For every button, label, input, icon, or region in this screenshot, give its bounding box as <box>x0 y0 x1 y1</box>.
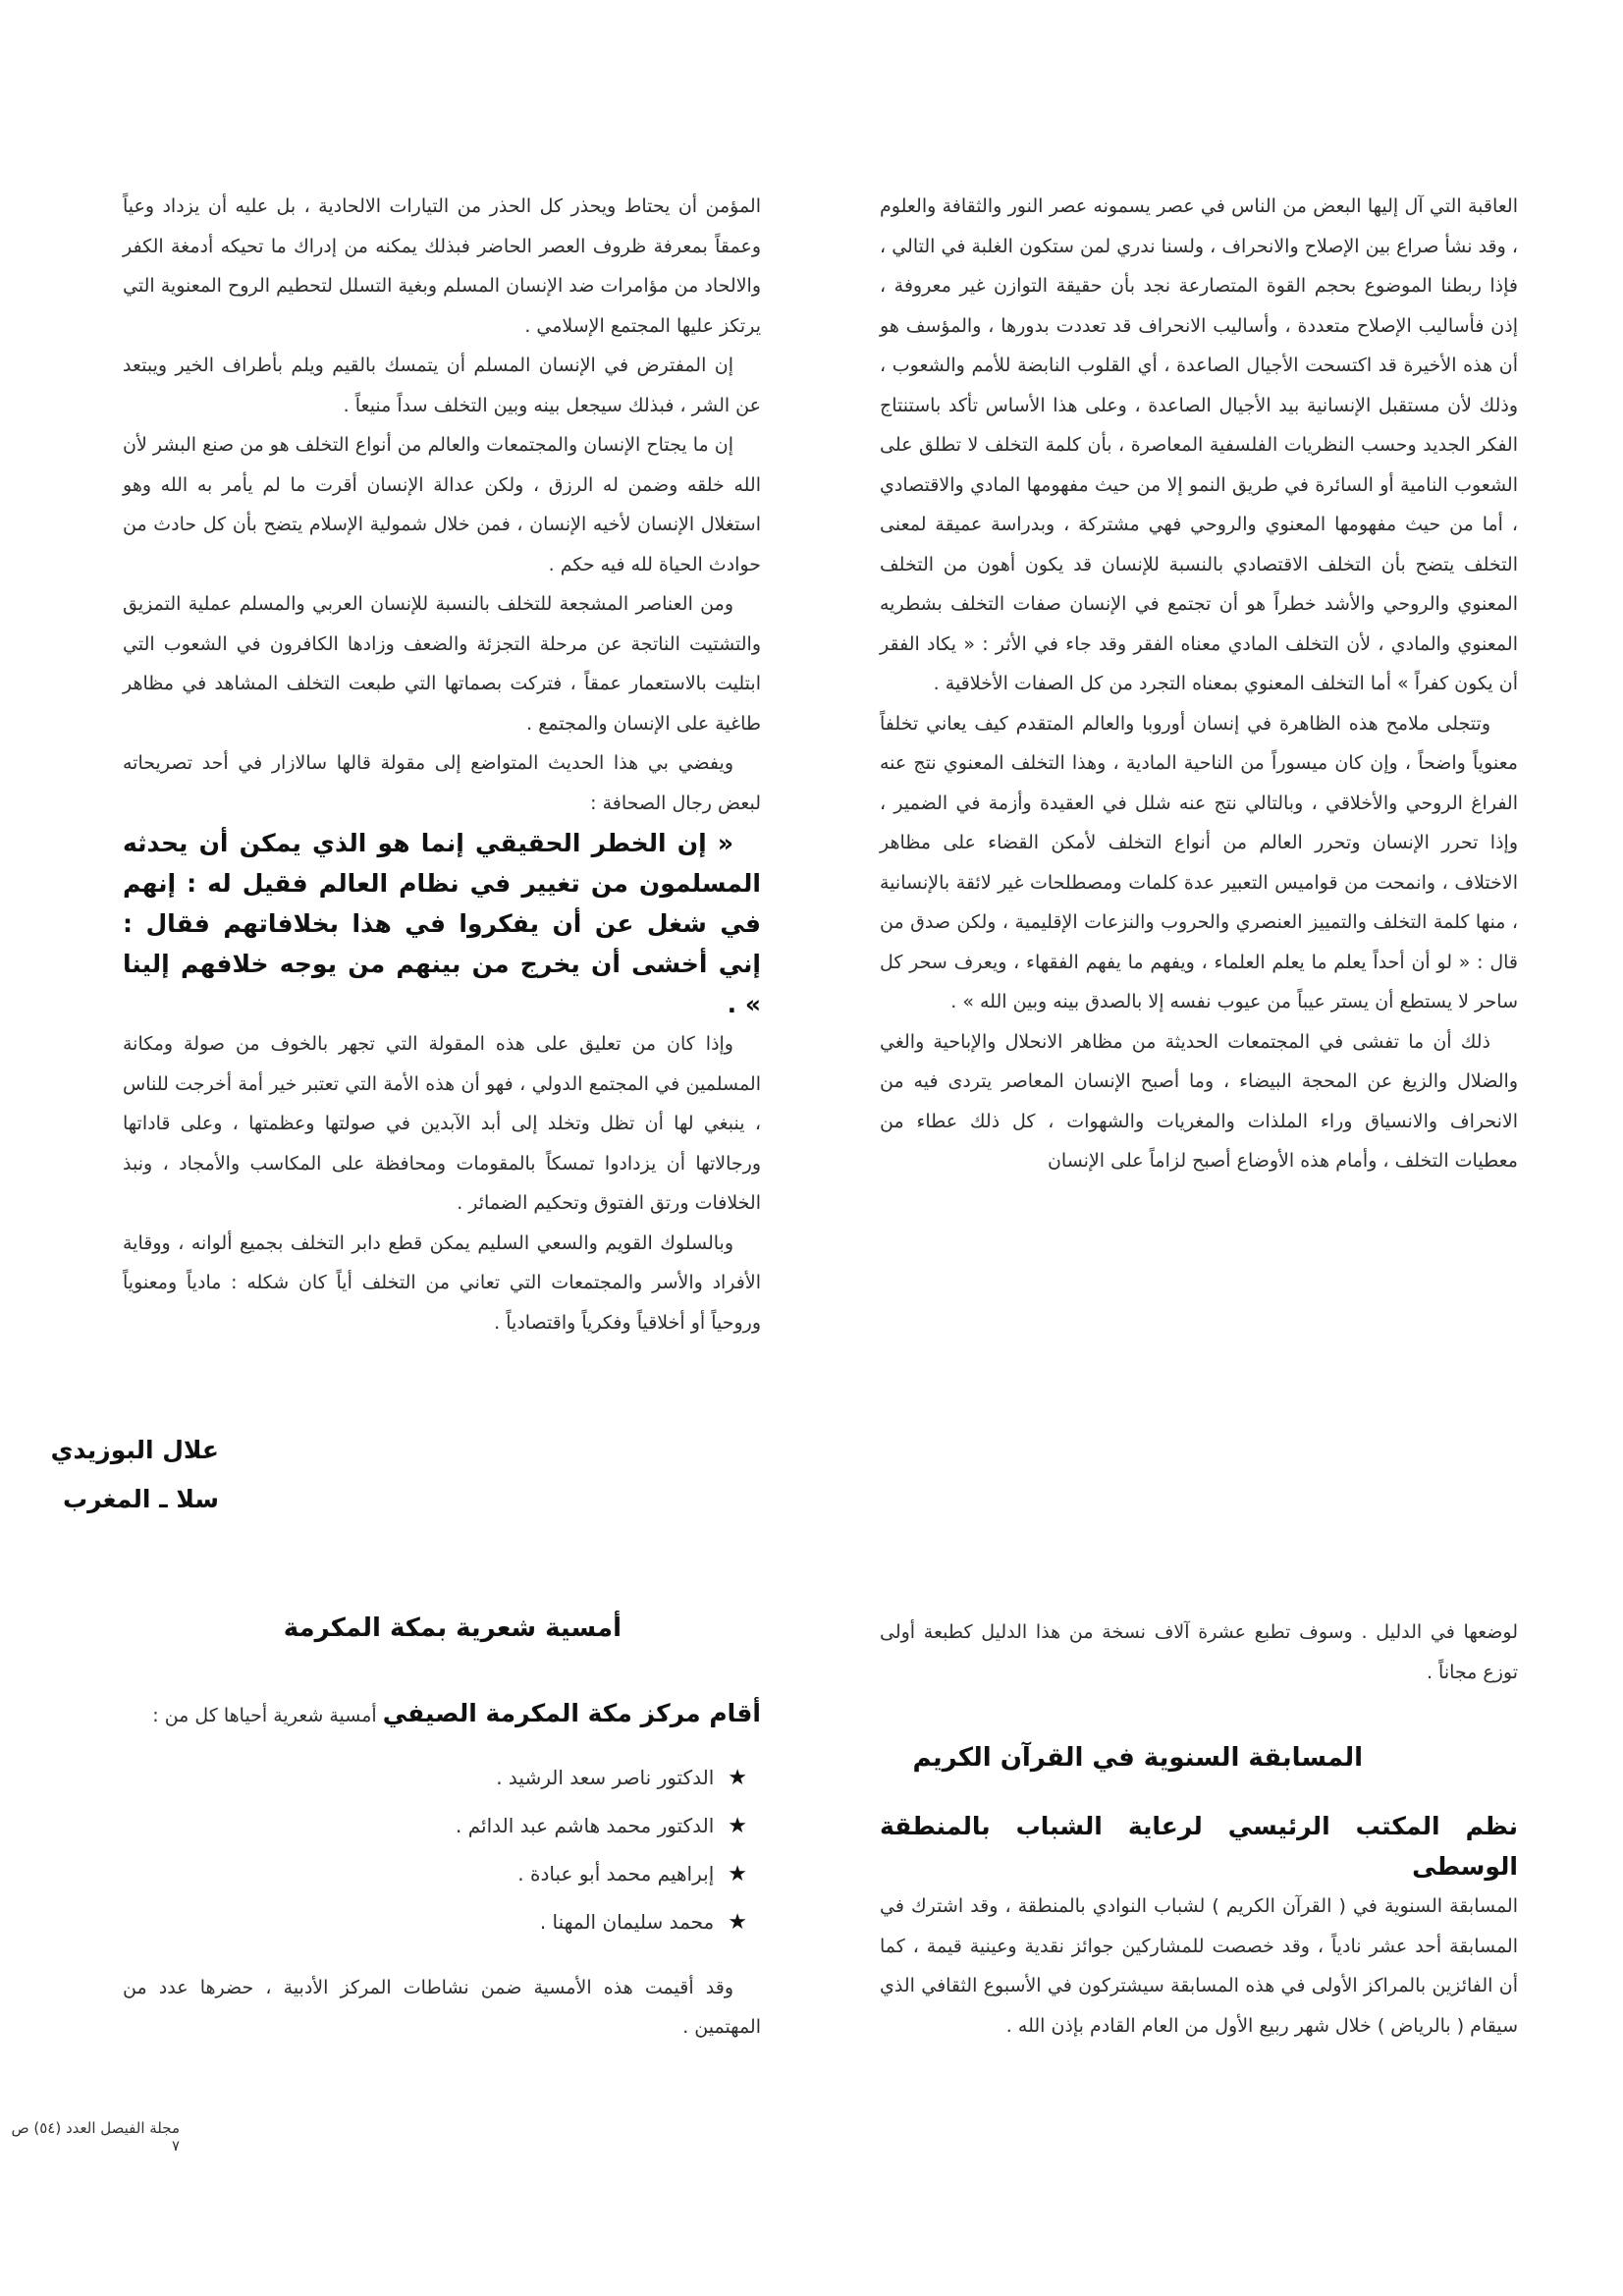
poetry-lead-rest: أمسية شعرية أحياها كل من : <box>152 1705 383 1726</box>
contest-lead: نظم المكتب الرئيسي لرعاية الشباب بالمنطقة الوسطى <box>880 1812 1518 1881</box>
star-icon: ★ <box>728 1861 747 1886</box>
article-paragraph: إن ما يجتاح الإنسان والمجتمعات والعالم من أنواع التخلف هو من صنع البشر لأن الله خلقه وضمن له الرزق ، ولكن عدالة الإنسان أقرت ما لم يأمر به الله وهو استغلال الإنسان لأخيه الإنسان ، فمن خلال شمولية الإسلام يتضح بأن كل حادث من حوادث الحياة لله فيه حكم . <box>123 434 761 575</box>
article-paragraph: العاقبة التي آل إليها البعض من الناس في عصر يسمونه عصر النور والثقافة والعلوم ، وقد نشأ صراع بين الإصلاح والانحراف ، ولسنا ندري لمن ستكون الغلبة في التالي ، فإذا ربطنا الموضوع بحجم القوة المتصارعة نجد بأن حقيقة التوازن غير معروفة ، إذن فأساليب الإصلاح متعددة ، وأساليب الانحراف قد تعددت بدورها ، والمؤسف هو أن هذه الأخيرة قد اكتسحت الأجيال الصاعدة ، أي القلوب النابضة للأمم والشعوب ، وذلك لأن مستقبل الإنسانية بيد الأجيال الصاعدة ، وعلى هذا الأساس تأكد باستنتاج الفكر الجديد وحسب النظريات الفلسفية المعاصرة ، بأن كلمة التخلف لا تطلق على الشعوب النامية أو السائرة في طريق النمو إلا من حيث مفهومها المادي والاقتصادي ، أما من حيث مفهومها المعنوي والروحي فهي مشتركة ، وبدراسة عميقة لمعنى التخلف يتضح بأن التخلف الاقتصادي بالنسبة للإنسان قد يكون أهون من التخلف المعنوي والروحي والأشد خطراً هو أن تجتمع في الإنسان صفات التخلف بشطريه المعنوي والمادي ، لأن التخلف المادي معناه الفقر وقد جاء في الأثر : « يكاد الفقر أن يكون كفراً » أما التخلف المعنوي بمعناه التجرد من كل الصفات الأخلاقية . <box>880 195 1518 694</box>
poetry-title: أمسية شعرية بمكة المكرمة <box>283 1613 622 1643</box>
list-item: ★إبراهيم محمد أبو عبادة . <box>123 1850 761 1898</box>
guide-note-text: لوضعها في الدليل . وسوف تطبع عشرة آلاف نسخة من هذا الدليل كطبعة أولى توزع مجاناً . <box>880 1621 1518 1683</box>
poet-list <box>123 1754 761 1946</box>
poetry-section <box>123 1694 761 2048</box>
article-paragraph: وتتجلى ملامح هذه الظاهرة في إنسان أوروبا والعالم المتقدم كيف يعاني تخلفاً معنوياً واضحاً ، وإن كان ميسوراً من الناحية المادية ، وهذا التخلف المعنوي نتج عنه الفراغ الروحي والأخلاقي ، وبالتالي نتج عنه شلل في العقيدة وأزمة في الضمير ، وإذا تحرر الإنسان وتحرر العالم من أنواع التخلف لأمكن القضاء على مظاهر الاختلاف ، وانمحت من قواميس التعبير عدة كلمات ومصطلحات غير لائقة بالإنسانية ، منها كلمة التخلف والتمييز العنصري والحروب والنزعات الإقليمية ، ولكن صدق من قال : « لو أن أحداً يعلم ما يعلم العلماء ، ويفهم ما يفهم الفقهاء ، ويعرف سحر كل ساحر لا يستطع أن يستر عيباً من عيوب نفسه إلا بالصدق بينه وبين الله » . <box>880 712 1518 1012</box>
author-name: علال البوزيدي <box>50 1436 219 1464</box>
article-paragraph: إن المفترض في الإنسان المسلم أن يتمسك بالقيم ويلم بأطراف الخير ويبتعد عن الشر ، فبذلك سيجعل بينه وبين التخلف سداً منيعاً . <box>123 355 761 416</box>
list-item: ★الدكتور محمد هاشم عبد الدائم . <box>123 1802 761 1850</box>
article-right-column <box>880 187 1518 1181</box>
article-paragraph: وإذا كان من تعليق على هذه المقولة التي تجهر بالخوف من صولة ومكانة المسلمين في المجتمع الدولي ، فهو أن هذه الأمة التي تعتبر خير أمة أخرجت للناس ، ينبغي لها أن تظل وتخلد إلى أبد الآبدين في صولتها وعظمتها ، وعلى قاداتها ورجالاتها أن يزدادوا تمسكاً بالمقومات ومحافظة على المكاسب والأمجاد ، ونبذ الخلافات ورتق الفتوق وتحكيم الضمائر . <box>123 1033 761 1214</box>
poetry-lead: أقام مركز مكة المكرمة الصيفي <box>382 1699 761 1727</box>
author-location: سلا ـ المغرب <box>62 1485 219 1513</box>
article-left-column <box>123 187 761 1342</box>
article-paragraph: ومن العناصر المشجعة للتخلف بالنسبة للإنسان العربي والمسلم عملية التمزيق والتشتيت الناتجة عن مرحلة التجزئة والضعف وزادها الكافرون في الشعوب التي ابتليت بالاستعمار عمقاً ، فتركت بصماتها التي طبعت التخلف المشاهد في مظاهر طاغية على الإنسان والمجتمع . <box>123 593 761 735</box>
list-item: ★محمد سليمان المهنا . <box>123 1898 761 1946</box>
star-icon: ★ <box>728 1909 747 1935</box>
page-footer: مجلة الفيصل العدد (٥٤) ص ٧ <box>11 2119 180 2155</box>
list-item: ★الدكتور ناصر سعد الرشيد . <box>123 1754 761 1802</box>
article-paragraph: وبالسلوك القويم والسعي السليم يمكن قطع دابر التخلف بجميع ألوانه ، ووقاية الأفراد والأسر والمجتمعات التي تعاني من التخلف أياً كان شكله : مادياً ومعنوياً وروحياً أو أخلاقياً وفكرياً واقتصادياً . <box>123 1231 761 1334</box>
article-paragraph: المؤمن أن يحتاط ويحذر كل الحذر من التيارات الالحادية ، بل عليه أن يزداد وعياً وعمقاً بمعرفة ظروف العصر الحاضر فبذلك يمكنه من إدراك ما تحيكه أدمغة الكفر والالحاد من مؤامرات ضد الإنسان المسلم وبغية التسلل لتحطيم الروح المعنوية التي يرتكز عليها المجتمع الإسلامي . <box>123 195 761 337</box>
salazar-quote: « إن الخطر الحقيقي إنما هو الذي يمكن أن يحدثه المسلمون من تغيير في نظام العالم فقيل له : إنهم في شغل عن أن يفكروا في هذا بخلافاتهم فقال : إني أخشى أن يخرج من بينهم من يوجه خلافهم إلينا » . <box>123 829 761 1018</box>
contest-section <box>880 1807 1518 2046</box>
guide-note <box>880 1613 1518 1692</box>
star-icon: ★ <box>728 1813 747 1838</box>
contest-body: المسابقة السنوية في ( القرآن الكريم ) لشباب النوادي بالمنطقة ، وقد اشترك في المسابقة أحد عشر نادياً ، وقد خصصت للمشاركين جوائز نقدية وعينية قيمة ، كما أن الفائزين بالمراكز الأولى في هذه المسابقة سيشتركون في الأسبوع الثقافي الذي سيقام ( بالرياض ) خلال شهر ربيع الأول من العام القادم بإذن الله . <box>880 1895 1518 2037</box>
star-icon: ★ <box>728 1765 747 1790</box>
article-paragraph: ذلك أن ما تفشى في المجتمعات الحديثة من مظاهر الانحلال والإباحية والغي والضلال والزيغ عن المحجة البيضاء ، وما أصبح الإنسان المعاصر يتردى فيه من الانحراف والانسياق وراء الملذات والمغريات والشهوات ، كل ذلك عطاء من معطيات التخلف ، وأمام هذه الأوضاع أصبح لزاماً على الإنسان <box>880 1030 1518 1172</box>
author-signature <box>23 1426 219 1524</box>
article-paragraph: ويفضي بي هذا الحديث المتواضع إلى مقولة قالها سالازار في أحد تصريحاته لبعض رجال الصحافة : <box>123 752 761 814</box>
poetry-closing: وقد أقيمت هذه الأمسية ضمن نشاطات المركز الأدبية ، حضرها عدد من المهتمين . <box>123 1976 761 2038</box>
contest-title: المسابقة السنوية في القرآن الكريم <box>912 1743 1363 1773</box>
